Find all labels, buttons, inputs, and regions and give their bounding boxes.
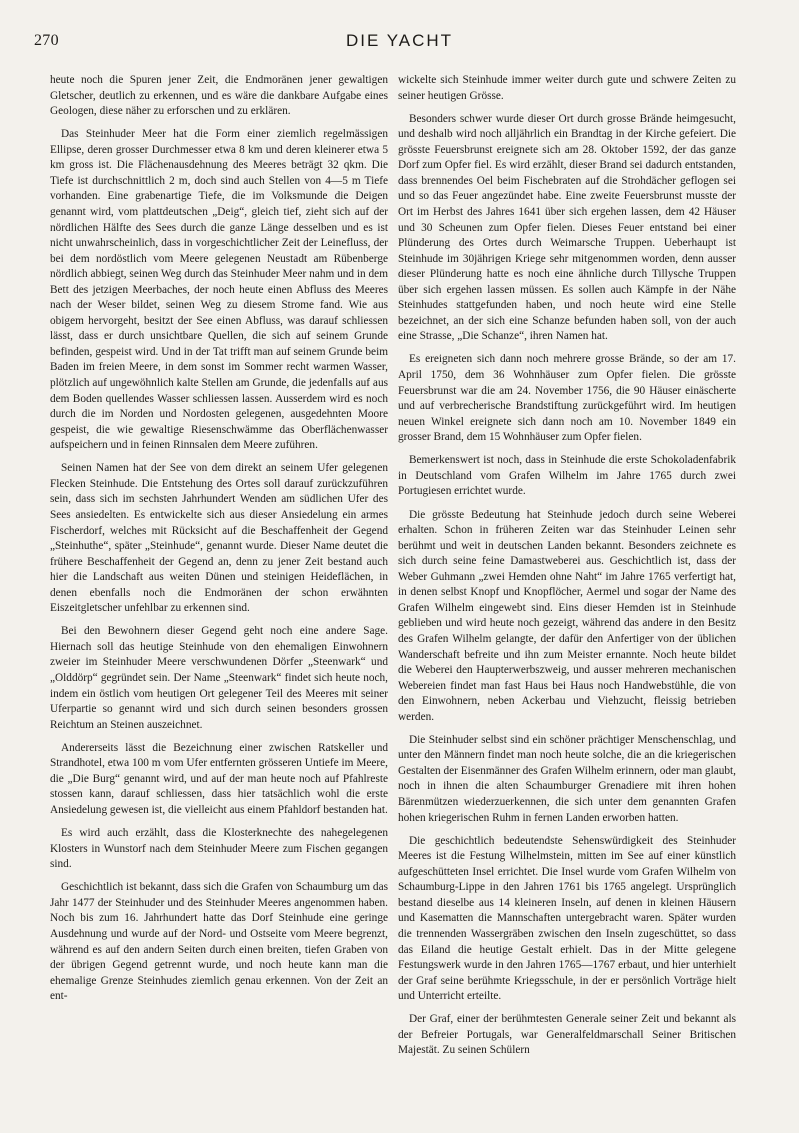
- paragraph: Andererseits lässt die Bezeichnung einer zwischen Ratskeller und Strandhotel, etwa 100 m vom Ufer entfernten grösseren Untiefe im Meere, die „Die Burg“ genannt wird, und auf der man heute noch auf Pfahlreste stossen kann, darauf schliessen, dass hier tatsächlich wohl die erste Ansiedelung gewesen ist, die vielleicht aus einem Pfahldorf bestanden hat.: [50, 741, 388, 816]
- paragraph: Bemerkenswert ist noch, dass in Steinhude die erste Schokoladenfabrik in Deutschland vom Grafen Wilhelm im Jahre 1765 durch zwei Portugiesen errichtet wurde.: [398, 454, 736, 498]
- page-number: 270: [34, 32, 59, 49]
- paragraph: Es ereigneten sich dann noch mehrere grosse Brände, so der am 17. April 1750, dem 36 Wohnhäuser zum Opfer fielen. Die grösste Feuersbrunst war die am 24. November 1756, die 90 Häuser einäscherte und auf verbrecherische Brandstiftung zurückgeführt wird. Im heutigen neuen Winkel ereignete sich dann noch am 10. November 1849 ein grosser Brand, dem 15 Wohnhäuser zum Opfer fielen.: [398, 353, 736, 444]
- paragraph: heute noch die Spuren jener Zeit, die Endmoränen jener gewaltigen Gletscher, deutlich zu erkennen, und es wäre die dankbare Aufgabe eines Geologen, diese näher zu erforschen und zu erklären.: [50, 74, 388, 118]
- paragraph: Bei den Bewohnern dieser Gegend geht noch eine andere Sage. Hiernach soll das heutige Steinhude von den ehemaligen Einwohnern zweier im Steinhuder Meere verschwundenen Dörfer „Steenwark“ und „Olddörp“ gegründet sein. Der Name „Steenwark“ findet sich heute noch, indem ein östlich vom heutigen Ort gelegener Teil des Meeres mit seiner Uferpartie so genannt wird und sich durch seinen besonders grossen Reichtum an Steinen auszeichnet.: [50, 625, 388, 731]
- paragraph: Der Graf, einer der berühmtesten Generale seiner Zeit und bekannt als der Befreier Portugals, war Generalfeldmarschall Seiner Britischen Majestät. Zu seinen Schülern: [398, 1013, 736, 1057]
- right-column: [398, 73, 736, 1067]
- paragraph: Seinen Namen hat der See von dem direkt an seinem Ufer gelegenen Flecken Steinhude. Die Entstehung des Ortes soll darauf zurückzuführen sein, dass sich im sechsten Jahrhundert Wenden am südlichen Ufer des Sees ansiedelten. Es entwickelte sich aus dieser Ansiedelung ein armes Fischerdorf, welches mit Rücksicht auf die Beschaffenheit der Gegend „Steinhuthe“, später „Steinhude“, genannt wurde. Dieser Name deutet die frühere Beschaffenheit der Gegend an, denn zu jener Zeit bestand auch hier die Landschaft aus weiten Dünen und steinigen Heideflächen, in denen ebenfalls noch die Endmoränen der schon erwähnten Eiszeitgletscher unfehlbar zu erkennen sind.: [50, 462, 388, 615]
- page-header: [34, 32, 765, 54]
- paragraph: wickelte sich Steinhude immer weiter durch gute und schwere Zeiten zu seiner heutigen Grösse.: [398, 74, 736, 102]
- paragraph: Die Steinhuder selbst sind ein schöner prächtiger Menschenschlag, und unter den Männern findet man noch heute solche, die an die kriegerischen Gestalten der Eisenmänner des Grafen Wilhelm erinnern, oder man glaubt, noch in ihnen die alten Schaumburger Grenadiere mit ihren hohen Bärenmützen wiederzuerkennen, die sich unter dem genannten Grafen hohen kriegerischen Ruhm in fernen Landen erworben hatten.: [398, 733, 736, 824]
- paragraph: Es wird auch erzählt, dass die Klosterknechte des nahegelegenen Klosters in Wunstorf nach dem Steinhuder Meere zum Fischen gegangen sind.: [50, 827, 388, 871]
- paragraph: Die geschichtlich bedeutendste Sehenswürdigkeit des Steinhuder Meeres ist die Festung Wilhelmstein, mitten im See auf einer künstlich aufgeschütteten Insel errichtet. Die Insel wurde vom Grafen Wilhelm von Schaumburg-Lippe in den Jahren 1761 bis 1765 angelegt. Ursprünglich bestand dieselbe aus 14 kleineren Inseln, auf denen in kleinen Häusern und Kasematten die Mannschaften untergebracht waren. Später wurden die trennenden Wassergräben zwischen den Inseln zugeschüttet, so dass das Eiland die heutige Gestalt erhielt. Das in der Mitte gelegene Festungswerk wurde in den Jahren 1765—1767 erbaut, und hier unterhielt der Graf seine berühmte Kriegsschule, in der er persönlich Vorträge hielt und Unterricht erteilte.: [398, 834, 736, 1003]
- paragraph: Besonders schwer wurde dieser Ort durch grosse Brände heimgesucht, und deshalb wird noch alljährlich ein Brandtag in der Kirche gefeiert. Die grösste Feuersbrunst ereignete sich am 28. Oktober 1592, der das ganze Dorf zum Opfer fiel. Es wird erzählt, dieser Brand sei dadurch entstanden, dass brennendes Oel beim Fischebraten auf die Strohdächer geflogen sei und so das Feuer angezündet habe. Eine zweite Feuersbrunst musste der Ort im Herbst des Jahres 1641 über sich ergehen lassen, dem 42 Häuser und 30 Scheunen zum Opfer fielen. Dieses Feuer entstand bei einer Plünderung des Ortes durch Weimarsche Truppen. Ueberhaupt ist Steinhude im 30jährigen Kriege sehr mitgenommen worden, denn ausser dieser Plünderung hatte es noch eine ähnliche durch Tillysche Truppen über sich ergehen lassen müssen. Es sollen auch Kämpfe in der Nähe Steinhudes stattgefunden haben, und noch heute wird eine Stelle bezeichnet, an der sich eine Schanze befunden haben soll, von der auch eine Strasse, „Die Schanze“, ihren Namen hat.: [398, 112, 736, 343]
- paragraph: Die grösste Bedeutung hat Steinhude jedoch durch seine Weberei erhalten. Schon in früheren Zeiten war das Steinhuder Leinen sehr berühmt und weit in deutschen Landen bekannt. Besonders zeichnete es sich durch seine feine Damastweberei aus. Geschichtlich ist, dass der Weber Guhmann „zwei Hemden ohne Naht“ im Jahre 1765 verfertigt hat, in denen selbst Knopf und Knopflöcher, Aermel und sogar der Name des Grafen Wilhelm eingewebt sind. Eins dieser Hemden ist in Steinhude geblieben und wird heute noch gezeigt, während das andere in den Besitz des Grafen Wilhelm gelangte, der dafür den Anfertiger von der üblichen Wanderschaft befreite und ihn zum Meister ernannte. Noch heute bildet die Weberei den Haupterwerbszweig, und ausser mehreren mechanischen Webereien findet man fast Haus bei Haus noch Handwebstühle, die von den Einwohnern, neben Ackerbau und Viehzucht, fleissig betrieben werden.: [398, 508, 736, 723]
- journal-title: DIE YACHT: [345, 31, 454, 50]
- left-column: [50, 73, 388, 1012]
- paragraph: Geschichtlich ist bekannt, dass sich die Grafen von Schaumburg um das Jahr 1477 der Steinhuder und des Steinhuder Meeres angenommen haben. Noch bis zum 16. Jahrhundert hatte das Dorf Steinhude eine geringe Ausdehnung und wurde auf der Nord- und Ostseite vom Meere begrenzt, während es auf den andern Seiten durch einen breiten, tiefen Graben von der übrigen Gegend getrennt wurde, und noch heute kann man die ehemalige Grenze Steinhudes ziemlich genau erkennen. Von der Zeit an ent-: [50, 881, 388, 1003]
- paragraph: Das Steinhuder Meer hat die Form einer ziemlich regelmässigen Ellipse, deren grosser Durchmesser etwa 8 km und deren kleinerer etwa 5 km gross ist. Die Flächenausdehnung des Meeres beträgt 32 qkm. Die Tiefe ist durchschnittlich 2 m, doch sind auch Stellen von 4—5 m Tiefe vorhanden. Eine grabenartige Tiefe, die im Volksmunde die Deigen genannt wird, vom plattdeutschen „Deig“, gleich tief, zieht sich auf der nördlichen Hälfte des Sees durch die ganze Länge desselben und es ist nicht unwahrscheinlich, dass in vorgeschichtlicher Zeit der Leinefluss, der bei dem nordöstlich vom Meere gelegenen Neustadt am Rübenberge nördlich abbiegt, seinen Weg durch das Steinhuder Meer nahm und in dem Bett des jetzigen Meerbaches, der noch heute einen Abfluss des Meeres nach der Weser bildet, seinen Weg zu diesem Strome fand. Wie aus obigem hervorgeht, besitzt der See einen Abfluss, was darauf schliessen lässt, dass er durch unsichtbare Quellen, die sich auf seinem Grunde befinden, gespeist wird. Und in der Tat trifft man auf seinem Grunde beim Baden im freien Meere, in dem sonst im Sommer recht warmen Wasser, plötzlich auf ungewöhnlich kalte Stellen am Grunde, die jedenfalls auf aus dem Boden quellendes Wasser schliessen lassen. Ausserdem wird es noch durch die im Norden und Nordosten gelegenen, ausgedehnten Moore gespeist, die wie gewaltige Riesenschwämme das Oberflächenwasser aufspeichern und in feinen Rinnsalen dem Meere zuführen.: [50, 128, 388, 452]
